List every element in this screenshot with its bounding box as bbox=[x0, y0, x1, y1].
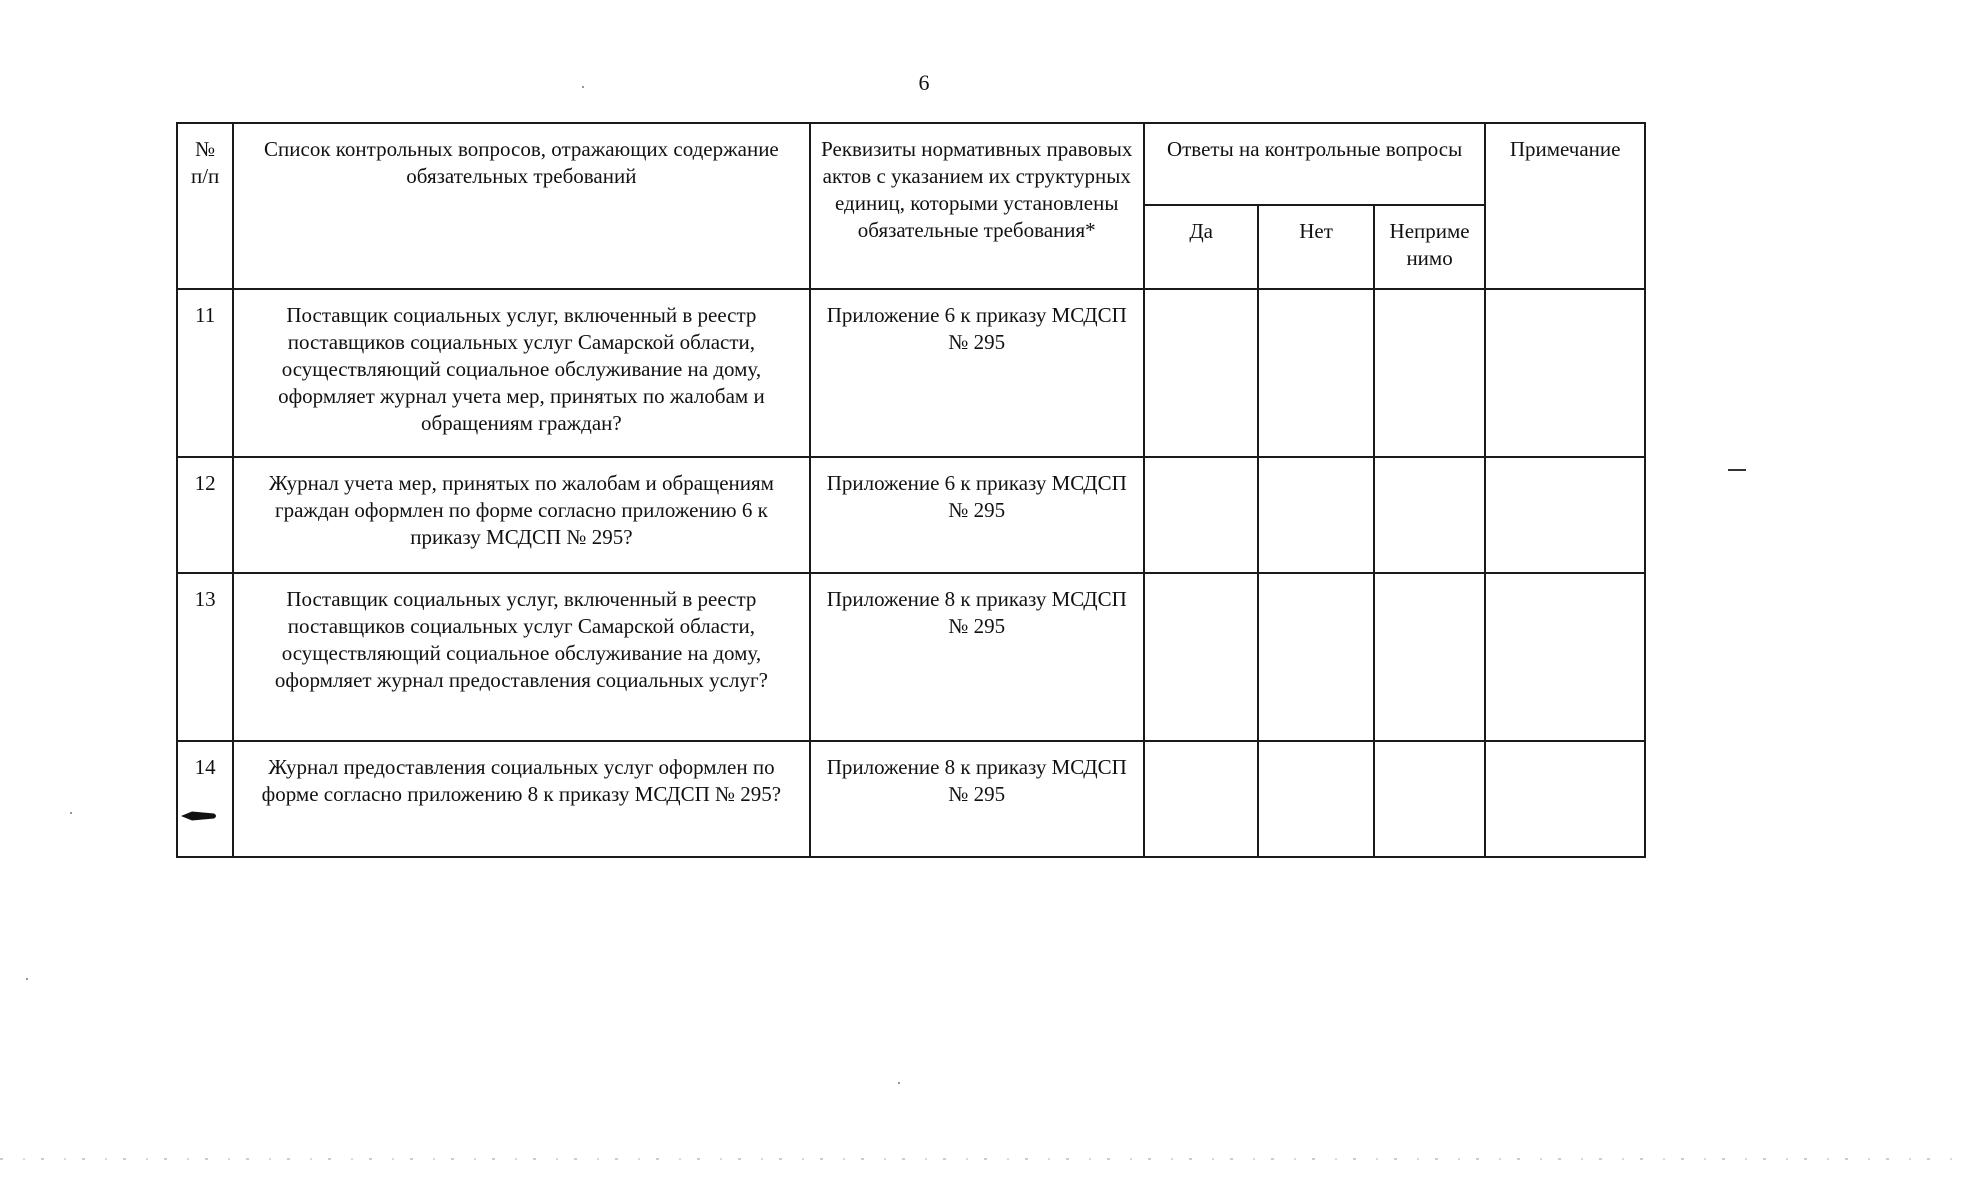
scan-speck bbox=[26, 978, 28, 980]
note-cell[interactable] bbox=[1485, 289, 1645, 457]
note-cell[interactable] bbox=[1485, 457, 1645, 573]
answer-not-applicable-cell[interactable] bbox=[1374, 457, 1485, 573]
header-number: № п/п bbox=[177, 123, 233, 289]
row-requisites: Приложение 6 к приказу МСДСП № 295 bbox=[810, 289, 1144, 457]
row-number: 12 bbox=[177, 457, 233, 573]
margin-dash-mark bbox=[1728, 469, 1746, 471]
answer-no-cell[interactable] bbox=[1258, 741, 1373, 857]
header-not-applicable: Неприме нимо bbox=[1374, 205, 1485, 289]
header-yes: Да bbox=[1144, 205, 1258, 289]
answer-yes-cell[interactable] bbox=[1144, 457, 1258, 573]
header-note: Примечание bbox=[1485, 123, 1645, 289]
table-row bbox=[177, 457, 1645, 573]
note-cell[interactable] bbox=[1485, 741, 1645, 857]
answer-not-applicable-cell[interactable] bbox=[1374, 573, 1485, 741]
row-question: Поставщик социальных услуг, включенный в реестр поставщиков социальных услуг Самарской области, осуществляющий социальное обслуживание на дому, оформляет журнал учета мер, принятых по жалобам и обращениям граждан? bbox=[233, 289, 809, 457]
table-row bbox=[177, 741, 1645, 857]
scan-speck bbox=[898, 1082, 900, 1084]
header-requisites: Реквизиты нормативных правовых актов с указанием их структурных единиц, которыми установлены обязательные требования* bbox=[810, 123, 1144, 289]
row-requisites: Приложение 6 к приказу МСДСП № 295 bbox=[810, 457, 1144, 573]
note-cell[interactable] bbox=[1485, 573, 1645, 741]
row-question: Поставщик социальных услуг, включенный в реестр поставщиков социальных услуг Самарской области, осуществляющий социальное обслуживание на дому, оформляет журнал предоставления социальных услуг? bbox=[233, 573, 809, 741]
checklist-table bbox=[176, 122, 1646, 858]
table-row bbox=[177, 289, 1645, 457]
header-question: Список контрольных вопросов, отражающих содержание обязательных требований bbox=[233, 123, 809, 289]
answer-no-cell[interactable] bbox=[1258, 289, 1373, 457]
answer-yes-cell[interactable] bbox=[1144, 289, 1258, 457]
scan-speck bbox=[582, 86, 584, 88]
left-arrow-icon bbox=[180, 810, 218, 822]
row-question: Журнал учета мер, принятых по жалобам и обращениям граждан оформлен по форме согласно приложению 6 к приказу МСДСП № 295? bbox=[233, 457, 809, 573]
scan-speck bbox=[70, 812, 72, 814]
answer-no-cell[interactable] bbox=[1258, 573, 1373, 741]
table-row bbox=[177, 573, 1645, 741]
answer-yes-cell[interactable] bbox=[1144, 573, 1258, 741]
answer-yes-cell[interactable] bbox=[1144, 741, 1258, 857]
row-question: Журнал предоставления социальных услуг оформлен по форме согласно приложению 8 к приказу МСДСП № 295? bbox=[233, 741, 809, 857]
row-number: 13 bbox=[177, 573, 233, 741]
answer-no-cell[interactable] bbox=[1258, 457, 1373, 573]
row-number: 11 bbox=[177, 289, 233, 457]
header-no: Нет bbox=[1258, 205, 1373, 289]
table-header-row bbox=[177, 123, 1645, 205]
row-requisites: Приложение 8 к приказу МСДСП № 295 bbox=[810, 741, 1144, 857]
header-answers: Ответы на контрольные вопросы bbox=[1144, 123, 1485, 205]
answer-not-applicable-cell[interactable] bbox=[1374, 289, 1485, 457]
page-number: 6 bbox=[918, 70, 930, 95]
scan-noise-line bbox=[0, 1158, 1963, 1160]
row-number: 14 bbox=[177, 741, 233, 857]
answer-not-applicable-cell[interactable] bbox=[1374, 741, 1485, 857]
row-requisites: Приложение 8 к приказу МСДСП № 295 bbox=[810, 573, 1144, 741]
